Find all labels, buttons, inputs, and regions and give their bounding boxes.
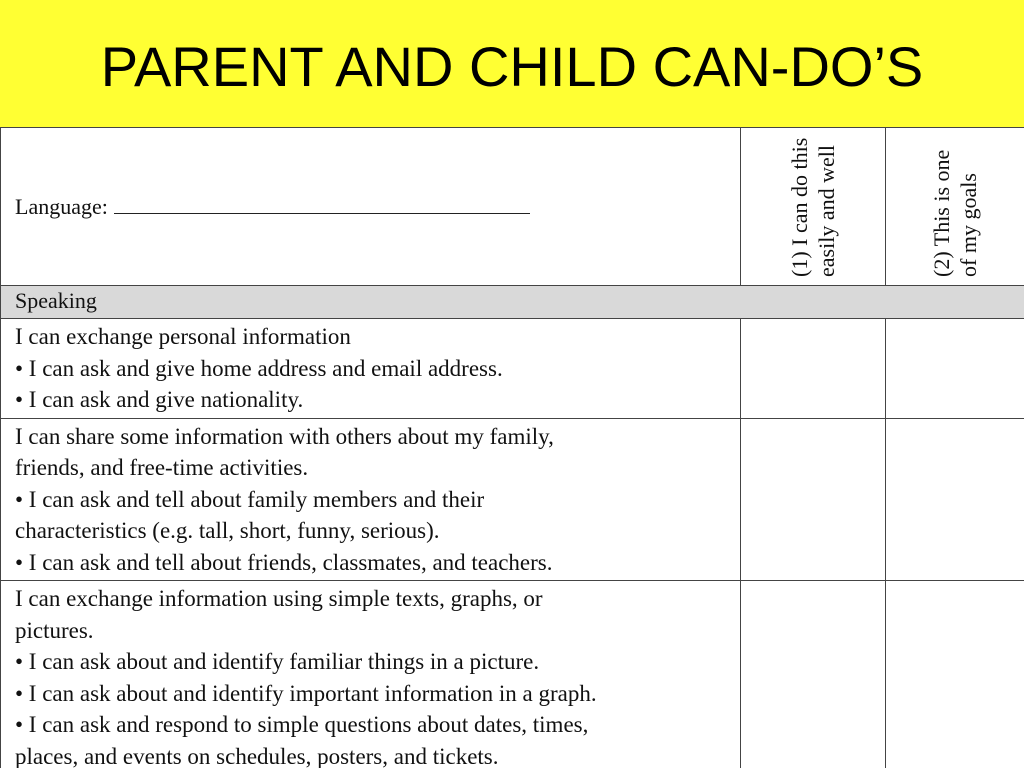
item-line: friends, and free-time activities. [15,455,309,480]
col1-header [741,128,886,286]
table-header-row [1,128,1024,286]
checkbox-cell-easily[interactable] [741,319,886,419]
checkbox-cell-goal[interactable] [886,581,1024,768]
item-description [1,418,741,581]
item-line: places, and events on schedules, posters, and tickets. [15,743,499,768]
language-cell [1,128,741,286]
item-line: • I can ask and respond to simple questions about dates, times, [15,712,589,737]
page-title: PARENT AND CHILD CAN-DO’S [100,35,924,98]
checkbox-cell-goal[interactable] [886,418,1024,581]
section-cell [1,286,1024,319]
item-line: • I can ask and tell about family members and their [15,486,485,512]
item-line: • I can ask and tell about friends, classmates, and teachers. [15,549,553,575]
item-line: • I can ask about and identify important information in a graph. [15,680,597,706]
item-line: I can share some information with others about my family, [15,423,554,449]
item-line: • I can ask about and identify familiar things in a picture. [15,649,540,674]
item-line: I can exchange information using simple texts, graphs, or [15,586,543,611]
item-description [1,581,741,768]
col2-header-label: (2) This is one of my goals [929,149,981,277]
checkbox-cell-goal[interactable] [886,319,1024,419]
item-line: characteristics (e.g. tall, short, funny, serious). [15,518,440,543]
title-banner [0,0,1024,127]
can-do-table-container [0,127,1024,768]
item-line: • I can ask and give home address and email address. [15,355,503,381]
table-row [1,581,1024,768]
checkbox-cell-easily[interactable] [741,418,886,581]
col2-header [886,128,1024,286]
checkbox-cell-easily[interactable] [741,581,886,768]
item-description [1,319,741,419]
language-blank-line[interactable] [114,195,530,214]
table-row [1,418,1024,581]
col1-header-label: (1) I can do this easily and well [787,137,839,277]
item-line: pictures. [15,617,94,643]
table-row [1,319,1024,419]
item-line: • I can ask and give nationality. [15,387,304,412]
item-line: I can exchange personal information [15,324,351,349]
section-row-speaking [1,286,1024,319]
language-label: Language: [15,193,108,219]
section-label: Speaking [15,288,97,313]
can-do-table [0,127,1024,768]
